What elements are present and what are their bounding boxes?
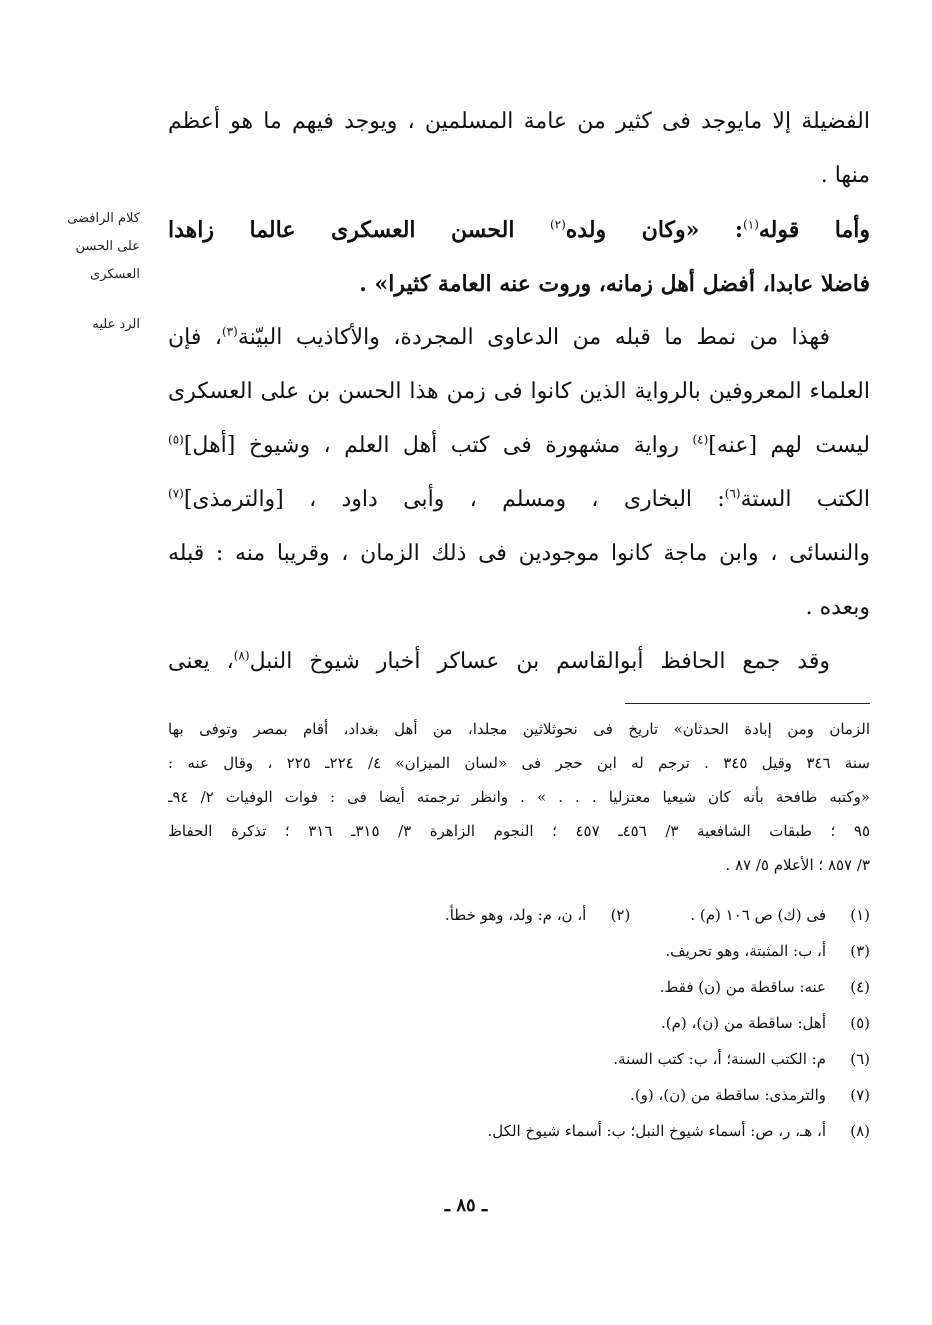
margin-note-line-2: على الحسن bbox=[75, 239, 140, 254]
text-line-11-a: وقد جمع الحافظ أبوالقاسم بن عساكر أخبار شيوخ النبل bbox=[249, 649, 830, 674]
footnote-number: (٦) bbox=[850, 1050, 870, 1068]
footnote-number: (٣) bbox=[850, 942, 870, 960]
footnote-ref-7[interactable]: (٧) bbox=[168, 486, 184, 501]
text-line-8 bbox=[168, 473, 870, 527]
text-line-5 bbox=[168, 311, 870, 365]
footnote-text: والترمذى: ساقطة من (ن)، (و). bbox=[630, 1086, 826, 1104]
footnote-2 bbox=[445, 897, 630, 933]
text-line-3 bbox=[168, 203, 870, 257]
footnote-1 bbox=[690, 897, 870, 933]
footnote-cont-line-3: «وكتبه طافحة بأنه كان شيعيا معتزليا . . . » . وانظر ترجمته أيضا فى : فوات الوفيات ٢/ ٩٤ـ bbox=[168, 788, 870, 806]
text-line-10: وبعده . bbox=[805, 595, 870, 620]
footnote-text: عنه: ساقطة من (ن) فقط. bbox=[659, 978, 826, 996]
footnote-text: أ، ن، م: ولد، وهو خطأ. bbox=[444, 906, 587, 924]
footnote-row bbox=[168, 1077, 870, 1113]
footnote-ref-3[interactable]: (٣) bbox=[221, 324, 238, 339]
text-line-7-b: رواية مشهورة فى كتب أهل العلم ، وشيوخ [أهل] bbox=[183, 433, 693, 458]
footnote-ref-2[interactable]: (٢) bbox=[549, 217, 566, 232]
footnote-5 bbox=[661, 1005, 870, 1041]
footnote-cont-line-2: سنة ٣٤٦ وقيل ٣٤٥ . ترجم له ابن حجر فى «لسان الميزان» ٤/ ٢٢٤ـ ٢٢٥ ، وقال عنه : bbox=[168, 754, 870, 772]
text-line-7 bbox=[168, 419, 870, 473]
footnote-row bbox=[168, 933, 870, 969]
footnote-row bbox=[168, 969, 870, 1005]
text-line-4: فاضلا عابدا، أفضل أهل زمانه، وروت عنه العامة كثيرا» . bbox=[359, 271, 870, 297]
margin-note-line-1: كلام الرافضى bbox=[67, 211, 140, 226]
footnote-number: (٢) bbox=[610, 906, 631, 924]
footnote-number: (٥) bbox=[850, 1014, 870, 1032]
main-text bbox=[168, 95, 870, 689]
footnote-separator bbox=[625, 703, 870, 704]
text-line-8-a: الكتب الستة bbox=[740, 487, 870, 512]
footnote-text: أ، ب: المثبتة، وهو تحريف. bbox=[665, 942, 826, 960]
footnote-ref-1[interactable]: (١) bbox=[743, 217, 759, 232]
footnotes-list bbox=[168, 897, 870, 1149]
margin-note-line-3: العسكرى bbox=[90, 267, 140, 282]
footnote-text: فى (ك) ص ١٠٦ (م) . bbox=[690, 906, 826, 924]
footnote-ref-8[interactable]: (٨) bbox=[233, 648, 250, 663]
text-line-7-a: ليست لهم [عنه] bbox=[708, 433, 870, 458]
footnote-cont-line-1: الزمان ومن إبادة الحدثان» تاريخ فى نحوثلاثين مجلدا، من أهل بغداد، أقام بمصر وتوفى بها bbox=[168, 720, 870, 738]
footnote-row bbox=[168, 1041, 870, 1077]
text-line-1: الفضيلة إلا مايوجد فى كثير من عامة المسلمين ، ويوجد فيهم ما هو أعظم bbox=[168, 109, 870, 134]
footnote-ref-4[interactable]: (٤) bbox=[692, 432, 709, 447]
footnote-number: (٨) bbox=[850, 1122, 870, 1140]
text-line-5-a: فهذا من نمط ما قبله من الدعاوى المجردة، والأكاذيب البيّنة bbox=[237, 325, 830, 350]
margin-notes bbox=[20, 205, 140, 339]
heading-lead: وأما قوله bbox=[758, 217, 870, 243]
footnote-row bbox=[168, 1113, 870, 1149]
footnote-text: أهل: ساقطة من (ن)، (م). bbox=[661, 1014, 826, 1032]
quote-continued: الحسن العسكرى عالما زاهدا bbox=[168, 217, 550, 243]
footnote-4 bbox=[660, 969, 870, 1005]
text-line-11-b: ، يعنى bbox=[168, 649, 234, 674]
text-line-6: العلماء المعروفين بالرواية الذين كانوا فى زمن هذا الحسن بن على العسكرى bbox=[168, 379, 870, 404]
footnote-number: (١) bbox=[850, 906, 870, 924]
margin-note-rebuttal: الرد عليه bbox=[92, 317, 140, 332]
footnote-continuation bbox=[168, 712, 870, 882]
text-line-8-b: : البخارى ، ومسلم ، وأبى داود ، [والترمذى] bbox=[183, 487, 725, 512]
footnote-3 bbox=[665, 933, 870, 969]
quote-start: : «وكان ولده bbox=[565, 217, 744, 243]
text-line-2: منها . bbox=[820, 163, 870, 188]
footnote-cont-line-5: ٣/ ٨٥٧ ؛ الأعلام ٥/ ٨٧ . bbox=[725, 856, 870, 874]
footnote-8 bbox=[488, 1113, 870, 1149]
footnote-number: (٧) bbox=[850, 1086, 870, 1104]
footnote-7 bbox=[630, 1077, 870, 1113]
footnote-ref-5[interactable]: (٥) bbox=[168, 432, 184, 447]
footnote-row-1-2 bbox=[168, 897, 870, 933]
footnote-cont-line-4: ٩٥ ؛ طبقات الشافعية ٣/ ٤٥٦ـ ٤٥٧ ؛ النجوم الزاهرة ٣/ ٣١٥ـ ٣١٦ ؛ تذكرة الحفاظ bbox=[168, 822, 870, 840]
text-line-9: والنسائى ، وابن ماجة كانوا موجودين فى ذلك الزمان ، وقريبا منه : قبله bbox=[168, 541, 870, 566]
footnote-row bbox=[168, 1005, 870, 1041]
footnote-number: (٤) bbox=[850, 978, 870, 996]
text-line-5-b: ، فإن bbox=[168, 325, 222, 350]
footnote-text: م: الكتب السنة؛ أ، ب: كتب السنة. bbox=[613, 1050, 826, 1068]
footnote-6 bbox=[613, 1041, 870, 1077]
text-line-11 bbox=[168, 635, 870, 689]
page-number: ـ ٨٥ ـ bbox=[444, 1195, 488, 1216]
footnote-text: أ، هـ، ر، ص: أسماء شيوخ النبل؛ ب: أسماء شيوخ الكل. bbox=[487, 1122, 826, 1140]
footnote-ref-6[interactable]: (٦) bbox=[724, 486, 741, 501]
